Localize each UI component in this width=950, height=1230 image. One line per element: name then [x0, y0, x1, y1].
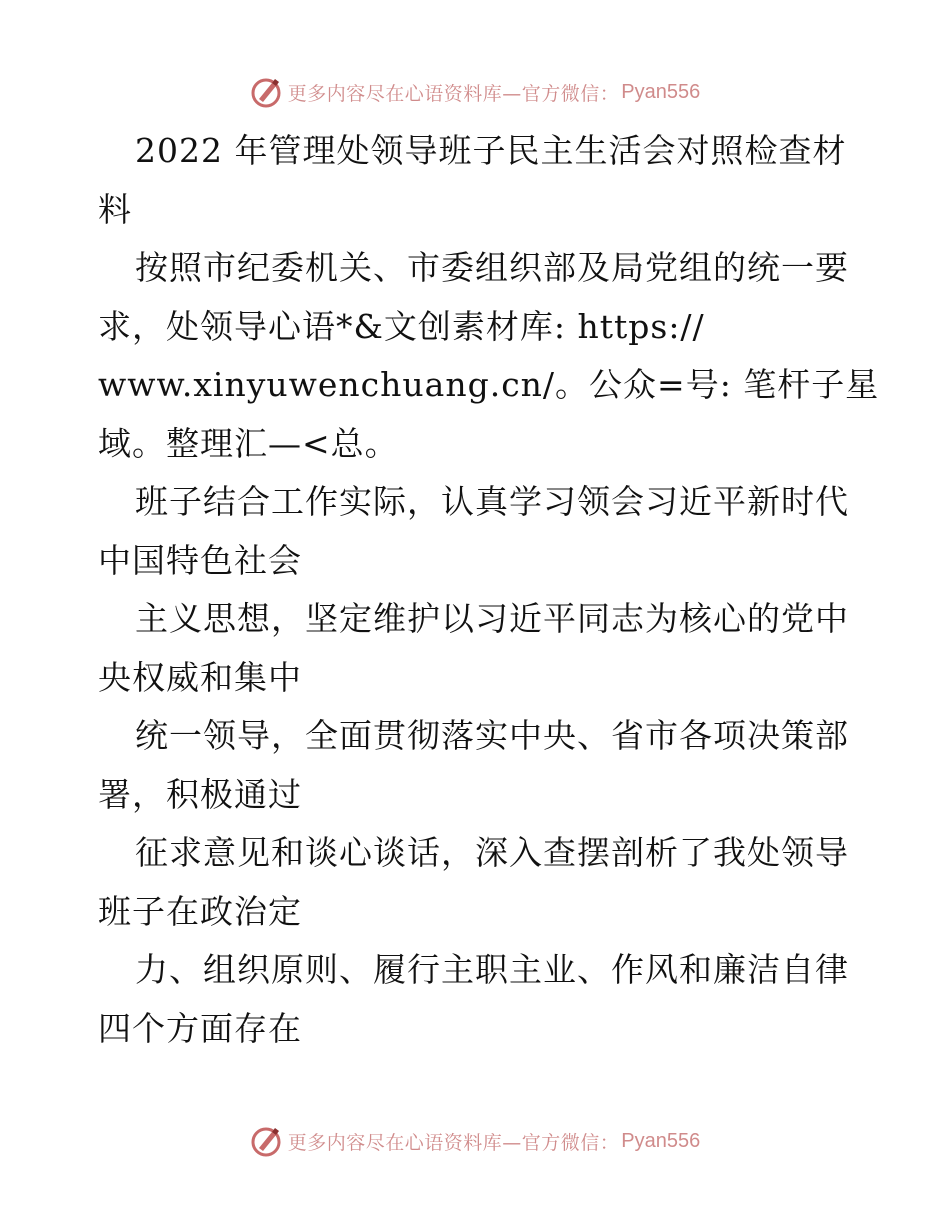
- paragraph-line: 班子在政治定: [98, 891, 302, 931]
- paragraph-line: 署，积极通过: [98, 774, 302, 814]
- paragraph-line: 统一领导，全面贯彻落实中央、省市各项决策部: [135, 716, 849, 755]
- paragraph-line: 按照市纪委机关、市委组织部及局党组的统一要: [135, 248, 849, 287]
- title-line-1: 2022 年管理处领导班子民主生活会对照检查材: [135, 131, 847, 170]
- paragraph-line: 央权威和集中: [98, 657, 302, 697]
- title-line-2: 料: [98, 189, 132, 229]
- paragraph-line: 四个方面存在: [98, 1008, 302, 1048]
- paragraph-line: 主义思想，坚定维护以习近平同志为核心的党中: [135, 599, 849, 638]
- pen-logo-icon: [250, 1124, 284, 1158]
- watermark-text: 更多内容尽在心语资料库—官方微信：: [287, 1131, 620, 1154]
- paragraph-line: www.xinyuwenchuang.cn/。公众=号: 笔杆子星: [98, 365, 880, 404]
- paragraph-line: 征求意见和谈心谈话，深入查摆剖析了我处领导: [135, 833, 849, 872]
- paragraph-line: 中国特色社会: [98, 540, 302, 580]
- watermark-text: 更多内容尽在心语资料库—官方微信：: [287, 82, 620, 105]
- paragraph-line: 班子结合工作实际，认真学习领会习近平新时代: [135, 482, 849, 521]
- pen-logo-icon: [250, 75, 284, 109]
- watermark-wechat-id: Pyan556: [621, 1129, 701, 1152]
- document-body: [98, 122, 880, 1058]
- paragraph-line: 求，处领导心语*&文创素材库: https://: [98, 306, 705, 346]
- paragraph-line: 域。整理汇—<总。: [98, 423, 399, 463]
- watermark-header: [0, 72, 950, 112]
- watermark-footer: [0, 1121, 950, 1161]
- watermark-wechat-id: Pyan556: [621, 80, 701, 103]
- paragraph-line: 力、组织原则、履行主职主业、作风和廉洁自律: [135, 950, 849, 989]
